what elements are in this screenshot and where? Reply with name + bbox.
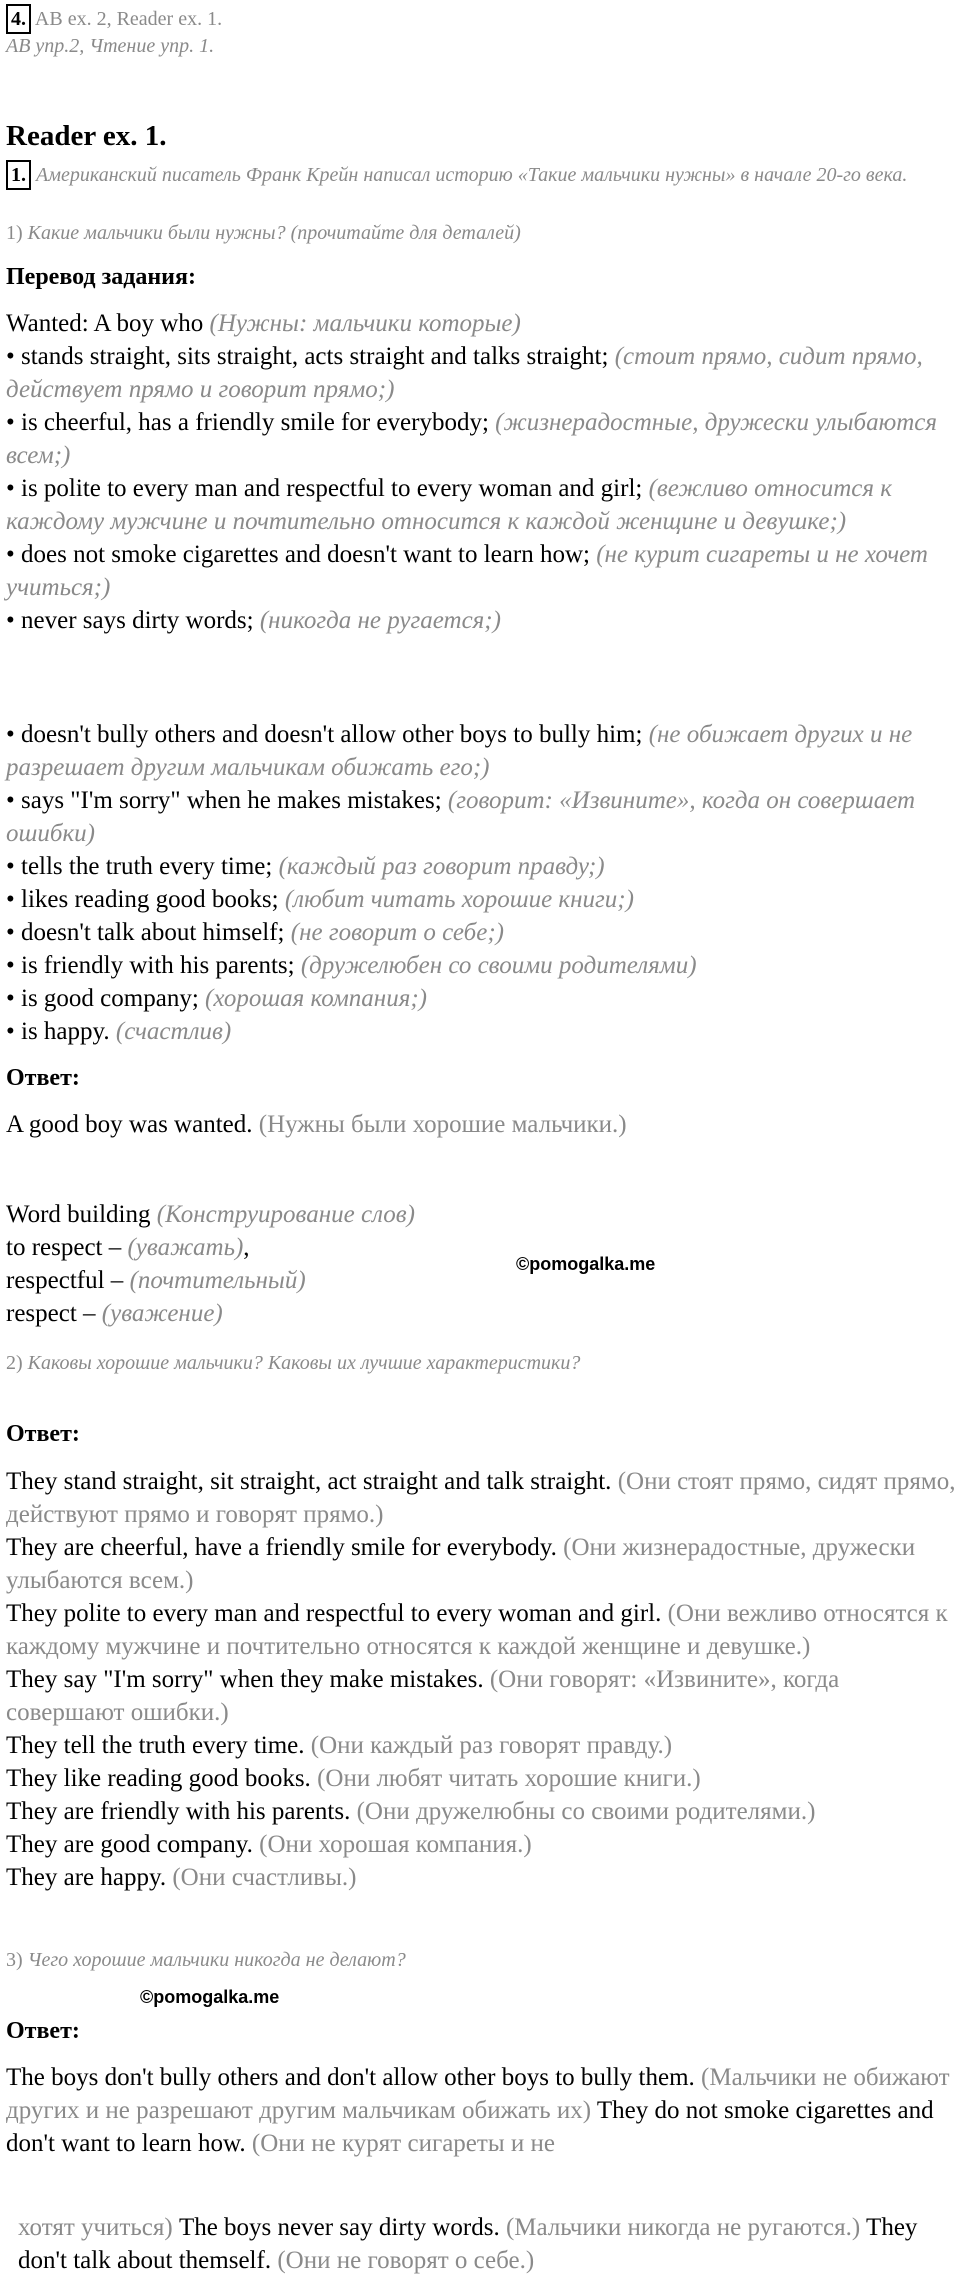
list-item-en: • tells the truth every time; bbox=[6, 853, 273, 880]
answer-3-ru: (Они не курят сигареты и не bbox=[251, 2130, 555, 2157]
reader-intro bbox=[6, 160, 946, 190]
list-item-ru: (каждый раз говорит правду;) bbox=[278, 853, 605, 880]
answer-en: They are happy. bbox=[6, 1864, 167, 1891]
wanted-list bbox=[6, 307, 956, 637]
answer-line bbox=[6, 1762, 956, 1795]
answer-line bbox=[6, 1531, 956, 1597]
list-item bbox=[6, 1015, 956, 1048]
intro-text: Американский писатель Франк Крейн написал историю «Такие мальчики нужны» в начале 20-го века. bbox=[36, 164, 908, 186]
answer-line bbox=[6, 1828, 956, 1861]
question-1-label: 1) bbox=[6, 222, 23, 244]
question-3-text: Чего хорошие мальчики никогда не делают? bbox=[27, 1949, 406, 1971]
word-building-row bbox=[6, 1231, 956, 1264]
list-item-en: • is good company; bbox=[6, 985, 199, 1012]
word-building bbox=[6, 1198, 956, 1330]
list-item bbox=[6, 340, 956, 406]
answer-ru: (Они хорошая компания.) bbox=[259, 1831, 532, 1858]
answer-ru: (Они жизнерадостные, дружески улыбаются всем.) bbox=[6, 1534, 916, 1594]
list-item-ru: (не говорит о себе;) bbox=[290, 919, 505, 946]
list-item-en: Wanted: A boy who bbox=[6, 310, 204, 337]
list-item-ru: (говорит: «Извините», когда он совершает ошибки) bbox=[6, 787, 916, 847]
word-tail: , bbox=[243, 1234, 250, 1261]
list-item bbox=[6, 538, 956, 604]
list-item bbox=[6, 883, 956, 916]
answer-line bbox=[6, 1465, 956, 1531]
answer-3-en: The boys never say dirty words. bbox=[178, 2214, 500, 2241]
list-item-ru: (не курит сигареты и не хочет учиться;) bbox=[6, 541, 928, 601]
word-building-title-en: Word building bbox=[6, 1201, 151, 1228]
answer-3-ru: (Они не говорят о себе.) bbox=[277, 2247, 535, 2274]
list-item bbox=[6, 982, 956, 1015]
exercise-number-box: 1. bbox=[6, 160, 31, 190]
answer-en: They are good company. bbox=[6, 1831, 253, 1858]
list-item bbox=[6, 718, 956, 784]
answer-en: They tell the truth every time. bbox=[6, 1732, 305, 1759]
word-en: respectful – bbox=[6, 1267, 124, 1294]
list-item-en: • is polite to every man and respectful to every woman and girl; bbox=[6, 475, 643, 502]
task-number-box: 4. bbox=[6, 4, 31, 34]
list-item-ru: (любит читать хорошие книги;) bbox=[284, 886, 634, 913]
list-item bbox=[6, 604, 956, 637]
answer-3-ru: (Мальчики никогда не ругаются.) bbox=[505, 2214, 861, 2241]
list-item-ru: (дружелюбен со своими родителями) bbox=[300, 952, 697, 979]
answer-ru: (Они любят читать хорошие книги.) bbox=[317, 1765, 701, 1792]
list-item-en: • is happy. bbox=[6, 1018, 110, 1045]
list-item bbox=[6, 949, 956, 982]
translation-header: Перевод задания: bbox=[6, 264, 196, 290]
list-item-en: • is friendly with his parents; bbox=[6, 952, 295, 979]
answer-line bbox=[6, 1861, 956, 1894]
list-item-en: • is cheerful, has a friendly smile for everybody; bbox=[6, 409, 489, 436]
answer-1 bbox=[6, 1108, 956, 1141]
watermark: ©pomogalka.me bbox=[140, 1987, 280, 2007]
answer-ru: (Они счастливы.) bbox=[172, 1864, 357, 1891]
question-2-text: Каковы хорошие мальчики? Каковы их лучшие характеристики? bbox=[27, 1352, 581, 1374]
list-item-ru: (стоит прямо, сидит прямо, действует прямо и говорит прямо;) bbox=[6, 343, 923, 403]
answer-ru: (Они дружелюбны со своими родителями.) bbox=[356, 1798, 816, 1825]
answer-1-en: A good boy was wanted. bbox=[6, 1111, 253, 1138]
list-item bbox=[6, 307, 956, 340]
word-ru: (почтительный) bbox=[129, 1267, 306, 1294]
answer-3-continued bbox=[18, 2211, 938, 2277]
header-line-1 bbox=[6, 4, 956, 34]
answer-label-3: Ответ: bbox=[6, 2018, 80, 2044]
answer-en: They are cheerful, have a friendly smile for everybody. bbox=[6, 1534, 557, 1561]
answer-line bbox=[6, 1597, 956, 1663]
reader-title: Reader ex. 1. bbox=[6, 120, 167, 152]
answer-1-ru: (Нужны были хорошие мальчики.) bbox=[258, 1111, 627, 1138]
list-item bbox=[6, 472, 956, 538]
word-building-row bbox=[6, 1264, 956, 1297]
list-item-ru: (вежливо относится к каждому мужчине и почтительно относится к каждой женщине и девушке;) bbox=[6, 475, 892, 535]
question-3 bbox=[6, 1948, 956, 1973]
word-ru: (уважение) bbox=[101, 1300, 223, 1327]
answer-label-1: Ответ: bbox=[6, 1065, 80, 1091]
question-2-label: 2) bbox=[6, 1352, 23, 1374]
word-en: to respect – bbox=[6, 1234, 122, 1261]
answer-en: They stand straight, sit straight, act straight and talk straight. bbox=[6, 1468, 612, 1495]
watermark: ©pomogalka.me bbox=[516, 1254, 656, 1274]
list-item bbox=[6, 916, 956, 949]
list-item-ru: (никогда не ругается;) bbox=[259, 607, 501, 634]
answer-label-2: Ответ: bbox=[6, 1421, 80, 1447]
word-building-title-ru: (Конструирование слов) bbox=[156, 1201, 415, 1228]
answers-2 bbox=[6, 1465, 956, 1894]
list-item-en: • does not smoke cigarettes and doesn't want to learn how; bbox=[6, 541, 590, 568]
answer-line bbox=[6, 1729, 956, 1762]
list-item bbox=[6, 406, 956, 472]
answer-en: They polite to every man and respectful to every woman and girl. bbox=[6, 1600, 662, 1627]
word-building-row bbox=[6, 1297, 956, 1330]
list-item bbox=[6, 784, 956, 850]
list-item-ru: (Нужны: мальчики которые) bbox=[209, 310, 521, 337]
answer-3 bbox=[6, 2061, 951, 2160]
list-item-en: • says "I'm sorry" when he makes mistakes; bbox=[6, 787, 442, 814]
answer-line bbox=[6, 1795, 956, 1828]
answer-ru: (Они каждый раз говорят правду.) bbox=[310, 1732, 673, 1759]
word-ru: (уважать) bbox=[127, 1234, 244, 1261]
header-ru: АВ упр.2, Чтение упр. 1. bbox=[6, 35, 215, 57]
list-item-ru: (не обижает других и не разрешает другим мальчикам обижать его;) bbox=[6, 721, 913, 781]
answer-ru: (Они говорят: «Извините», когда совершают ошибки.) bbox=[6, 1666, 840, 1726]
header-en: AB ex. 2, Reader ex. 1. bbox=[34, 8, 223, 30]
list-item-en: • doesn't talk about himself; bbox=[6, 919, 285, 946]
list-item-en: • doesn't bully others and doesn't allow other boys to bully him; bbox=[6, 721, 643, 748]
list-item-en: • never says dirty words; bbox=[6, 607, 254, 634]
word-en: respect – bbox=[6, 1300, 96, 1327]
answer-en: They are friendly with his parents. bbox=[6, 1798, 351, 1825]
answer-3-en: They don't talk about themself. bbox=[18, 2214, 918, 2274]
question-1 bbox=[6, 221, 956, 246]
answer-3-ru: хотят учиться) bbox=[18, 2214, 173, 2241]
list-item-ru: (счастлив) bbox=[115, 1018, 232, 1045]
answer-3-en: They do not smoke cigarettes and don't want to learn how. bbox=[6, 2097, 934, 2157]
answer-en: They say "I'm sorry" when they make mistakes. bbox=[6, 1666, 484, 1693]
list-item-ru: (жизнерадостные, дружески улыбаются всем;) bbox=[6, 409, 937, 469]
word-building-title bbox=[6, 1198, 956, 1231]
answer-ru: (Они стоят прямо, сидят прямо, действуют прямо и говорят прямо.) bbox=[6, 1468, 956, 1528]
list-item bbox=[6, 850, 956, 883]
question-2 bbox=[6, 1351, 956, 1376]
answer-3-ru: (Мальчики не обижают других и не разрешают другим мальчикам обижать их) bbox=[6, 2064, 950, 2124]
answer-ru: (Они вежливо относятся к каждому мужчине и почтительно относятся к каждой женщине и девушке.) bbox=[6, 1600, 948, 1660]
question-3-label: 3) bbox=[6, 1949, 23, 1971]
list-item-en: • likes reading good books; bbox=[6, 886, 279, 913]
list-item-en: • stands straight, sits straight, acts straight and talks straight; bbox=[6, 343, 609, 370]
question-1-text: Какие мальчики были нужны? (прочитайте для деталей) bbox=[27, 222, 521, 244]
answer-en: They like reading good books. bbox=[6, 1765, 311, 1792]
answer-line bbox=[6, 1663, 956, 1729]
wanted-list-continued bbox=[6, 718, 956, 1048]
list-item-ru: (хорошая компания;) bbox=[205, 985, 427, 1012]
answer-3-en: The boys don't bully others and don't allow other boys to bully them. bbox=[6, 2064, 695, 2091]
